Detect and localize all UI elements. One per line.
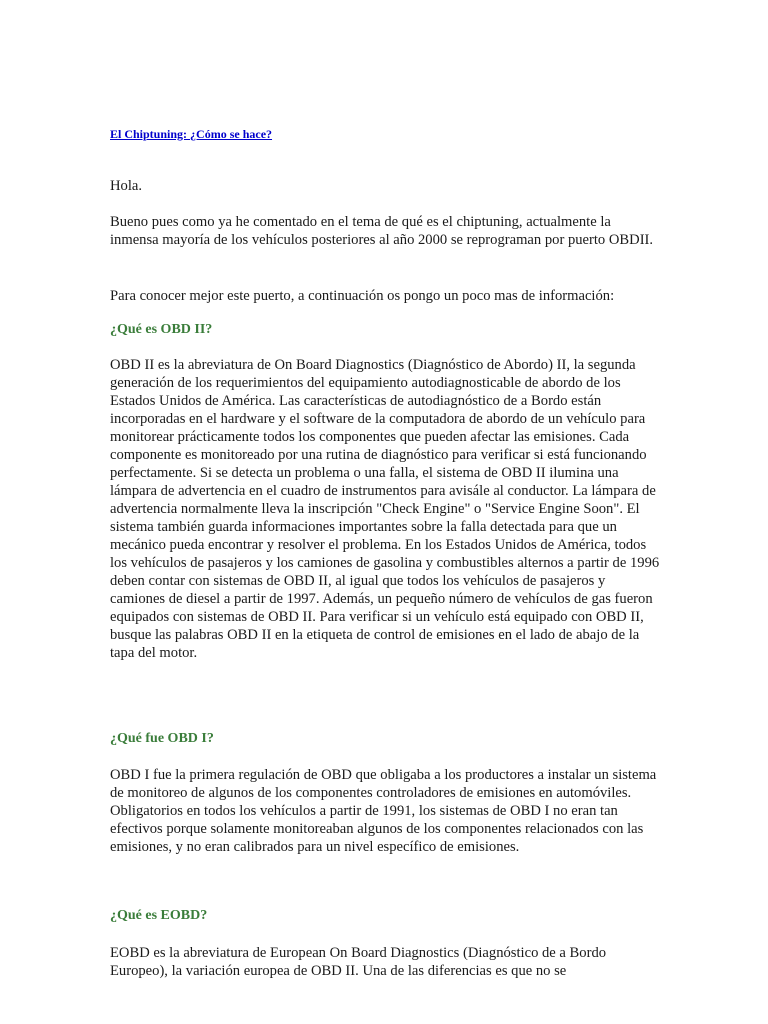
section-heading-obd2: ¿Qué es OBD II? (110, 322, 213, 337)
greeting-text: Hola. (110, 178, 143, 194)
lead-in-paragraph: Para conocer mejor este puerto, a continuación os pongo un poco mas de información: (110, 288, 615, 304)
article-title-link[interactable]: El Chiptuning: ¿Cómo se hace? (110, 127, 273, 141)
section-body-obd1: OBD I fue la primera regulación de OBD que obligaba a los productores a instalar un sistema de monitoreo de algunos de los componentes controladores de emisiones en automóviles. Obligatorios en todos los vehículos a partir de 1991, los sistemas de OBD I no eran tan efectivos porque solamente monitoreaban algunos de los componentes relacionados con las emisiones, y no eran calibrados para un nivel específico de emisiones. (110, 767, 657, 855)
section-body-eobd: EOBD es la abreviatura de European On Board Diagnostics (Diagnóstico de a Bordo Europeo), la variación europea de OBD II. Una de las diferencias es que no se (110, 945, 607, 979)
section-heading-obd1: ¿Qué fue OBD I? (110, 731, 214, 746)
intro-paragraph: Bueno pues como ya he comentado en el tema de qué es el chiptuning, actualmente la inmensa mayoría de los vehículos posteriores al año 2000 se reprograman por puerto OBDII. (110, 214, 654, 248)
section-heading-eobd: ¿Qué es EOBD? (110, 908, 208, 923)
section-body-obd2: OBD II es la abreviatura de On Board Diagnostics (Diagnóstico de Abordo) II, la segunda generación de los requerimientos del equipamiento autodiagnosticable de abordo de los Estados Unidos de América. Las características de autodiagnóstico de a Bordo están incorporadas en el hardware y el software de la computadora de abordo de un vehículo para monitorear prácticamente todos los componentes que pueden afectar las emisiones. Cada componente es monitoreado por una rutina de diagnóstico para verificar si está funcionando perfectamente. Si se detecta un problema o una falla, el sistema de OBD II ilumina una lámpara de advertencia en el cuadro de instrumentos para avisále al conductor. La lámpara de advertencia normalmente lleva la inscripción "Check Engine" o "Service Engine Soon". El sistema también guarda informaciones importantes sobre la falla detectada para que un mecánico pueda encontrar y resolver el problema. En los Estados Unidos de América, todos los vehículos de pasajeros y los camiones de gasolina y combustibles alternos a partir de 1996 deben contar con sistemas de OBD II, al igual que todos los vehículos de pasajeros y camiones de diesel a partir de 1997. Además, un pequeño número de vehículos de gas fueron equipados con sistemas de OBD II. Para verificar si un vehículo está equipado con OBD II, busque las palabras OBD II en la etiqueta de control de emisiones en el lado de abajo de la tapa del motor. (110, 357, 660, 661)
